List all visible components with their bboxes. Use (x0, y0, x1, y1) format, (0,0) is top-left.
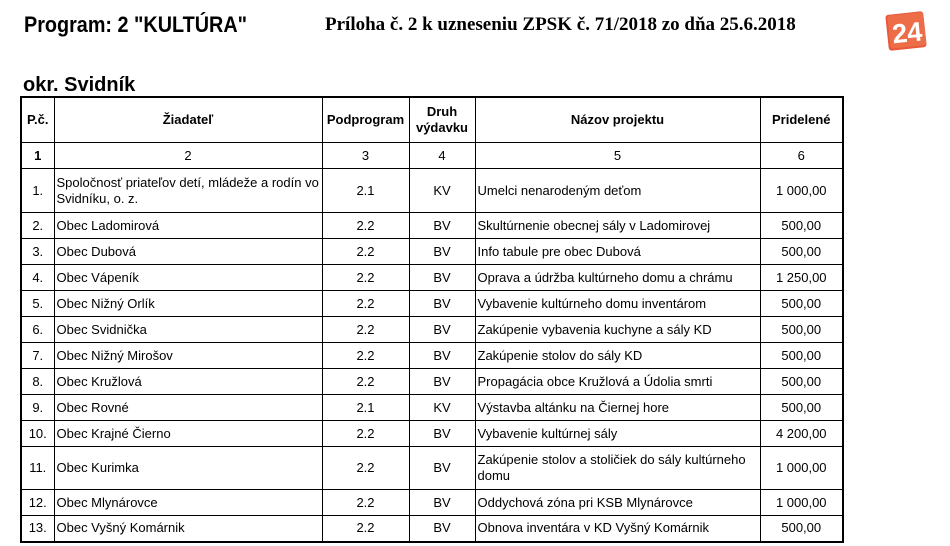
table-row (21, 421, 843, 447)
expense-type-cell: KV (409, 169, 475, 213)
row-number: 11. (21, 447, 54, 490)
subprogram-cell: 2.2 (322, 291, 409, 317)
row-number: 7. (21, 343, 54, 369)
row-number: 2. (21, 213, 54, 239)
column-number: 3 (322, 143, 409, 169)
applicant-cell: Obec Kružlová (54, 369, 322, 395)
applicant-cell: Obec Kurimka (54, 447, 322, 490)
allocated-amount-cell: 1 000,00 (760, 490, 843, 516)
expense-type-cell: BV (409, 421, 475, 447)
subprogram-cell: 2.2 (322, 265, 409, 291)
row-number: 8. (21, 369, 54, 395)
allocated-amount-cell: 1 000,00 (760, 169, 843, 213)
applicant-cell: Obec Svidnička (54, 317, 322, 343)
applicant-cell: Obec Dubová (54, 239, 322, 265)
table-row (21, 317, 843, 343)
project-name-cell: Oprava a údržba kultúrneho domu a chrámu (475, 265, 760, 291)
table-row (21, 291, 843, 317)
expense-type-cell: BV (409, 239, 475, 265)
subprogram-cell: 2.2 (322, 516, 409, 542)
subprogram-cell: 2.2 (322, 447, 409, 490)
allocated-amount-cell: 500,00 (760, 317, 843, 343)
subprogram-cell: 2.2 (322, 421, 409, 447)
project-name-cell: Umelci nenarodeným deťom (475, 169, 760, 213)
table-row (21, 395, 843, 421)
logo-24-icon (884, 9, 930, 53)
subprogram-cell: 2.2 (322, 213, 409, 239)
column-number: 1 (21, 143, 54, 169)
table-row (21, 239, 843, 265)
allocated-amount-cell: 1 250,00 (760, 265, 843, 291)
project-name-cell: Výstavba altánku na Čiernej hore (475, 395, 760, 421)
table-row (21, 490, 843, 516)
project-name-cell: Propagácia obce Kružlová a Údolia smrti (475, 369, 760, 395)
expense-type-cell: BV (409, 213, 475, 239)
project-name-cell: Zakúpenie vybavenia kuchyne a sály KD (475, 317, 760, 343)
subprogram-cell: 2.2 (322, 317, 409, 343)
project-name-cell: Skultúrnenie obecnej sály v Ladomirovej (475, 213, 760, 239)
subprogram-cell: 2.2 (322, 239, 409, 265)
column-number: 5 (475, 143, 760, 169)
column-number: 4 (409, 143, 475, 169)
column-number: 6 (760, 143, 843, 169)
header-subprogram: Podprogram (322, 97, 409, 143)
project-name-cell: Obnova inventára v KD Vyšný Komárnik (475, 516, 760, 542)
expense-type-cell: BV (409, 516, 475, 542)
allocated-amount-cell: 500,00 (760, 516, 843, 542)
expense-type-cell: BV (409, 369, 475, 395)
grants-table (20, 96, 844, 543)
allocated-amount-cell: 500,00 (760, 239, 843, 265)
table-row (21, 169, 843, 213)
table-row (21, 265, 843, 291)
allocated-amount-cell: 500,00 (760, 291, 843, 317)
header-no: P.č. (21, 97, 54, 143)
applicant-cell: Obec Krajné Čierno (54, 421, 322, 447)
table-header-row (21, 97, 843, 143)
row-number: 1. (21, 169, 54, 213)
applicant-cell: Obec Vyšný Komárnik (54, 516, 322, 542)
subprogram-cell: 2.2 (322, 369, 409, 395)
header-applicant: Žiadateľ (54, 97, 322, 143)
header-type: Druh výdavku (409, 97, 475, 143)
subprogram-cell: 2.1 (322, 395, 409, 421)
row-number: 6. (21, 317, 54, 343)
table-row (21, 516, 843, 542)
project-name-cell: Vybavenie kultúrneho domu inventárom (475, 291, 760, 317)
subprogram-cell: 2.2 (322, 343, 409, 369)
project-name-cell: Zakúpenie stolov a stoličiek do sály kultúrneho domu (475, 447, 760, 490)
header-project: Názov projektu (475, 97, 760, 143)
row-number: 13. (21, 516, 54, 542)
applicant-cell: Spoločnosť priateľov detí, mládeže a rodín vo Svidníku, o. z. (54, 169, 322, 213)
table-row (21, 343, 843, 369)
column-number: 2 (54, 143, 322, 169)
expense-type-cell: BV (409, 291, 475, 317)
district-heading: okr. Svidník (23, 74, 136, 96)
project-name-cell: Info tabule pre obec Dubová (475, 239, 760, 265)
expense-type-cell: BV (409, 265, 475, 291)
allocated-amount-cell: 4 200,00 (760, 421, 843, 447)
applicant-cell: Obec Mlynárovce (54, 490, 322, 516)
expense-type-cell: BV (409, 490, 475, 516)
allocated-amount-cell: 500,00 (760, 343, 843, 369)
applicant-cell: Obec Nižný Mirošov (54, 343, 322, 369)
expense-type-cell: BV (409, 317, 475, 343)
expense-type-cell: BV (409, 447, 475, 490)
applicant-cell: Obec Rovné (54, 395, 322, 421)
row-number: 12. (21, 490, 54, 516)
applicant-cell: Obec Vápeník (54, 265, 322, 291)
applicant-cell: Obec Nižný Orlík (54, 291, 322, 317)
expense-type-cell: BV (409, 343, 475, 369)
project-name-cell: Vybavenie kultúrnej sály (475, 421, 760, 447)
row-number: 10. (21, 421, 54, 447)
applicant-cell: Obec Ladomirová (54, 213, 322, 239)
allocated-amount-cell: 500,00 (760, 395, 843, 421)
annex-title: Príloha č. 2 k uzneseniu ZPSK č. 71/2018 zo dňa 25.6.2018 (325, 14, 796, 35)
allocated-amount-cell: 1 000,00 (760, 447, 843, 490)
table-row (21, 447, 843, 490)
expense-type-cell: KV (409, 395, 475, 421)
subprogram-cell: 2.1 (322, 169, 409, 213)
header-amount: Pridelené (760, 97, 843, 143)
column-number-row (21, 143, 843, 169)
subprogram-cell: 2.2 (322, 490, 409, 516)
table-row (21, 213, 843, 239)
row-number: 3. (21, 239, 54, 265)
row-number: 4. (21, 265, 54, 291)
row-number: 9. (21, 395, 54, 421)
row-number: 5. (21, 291, 54, 317)
project-name-cell: Zakúpenie stolov do sály KD (475, 343, 760, 369)
project-name-cell: Oddychová zóna pri KSB Mlynárovce (475, 490, 760, 516)
program-title: Program: 2 "KULTÚRA" (24, 12, 248, 37)
allocated-amount-cell: 500,00 (760, 369, 843, 395)
site-logo[interactable] (884, 9, 930, 53)
allocated-amount-cell: 500,00 (760, 213, 843, 239)
logo-text: 24 (890, 16, 924, 50)
table-row (21, 369, 843, 395)
